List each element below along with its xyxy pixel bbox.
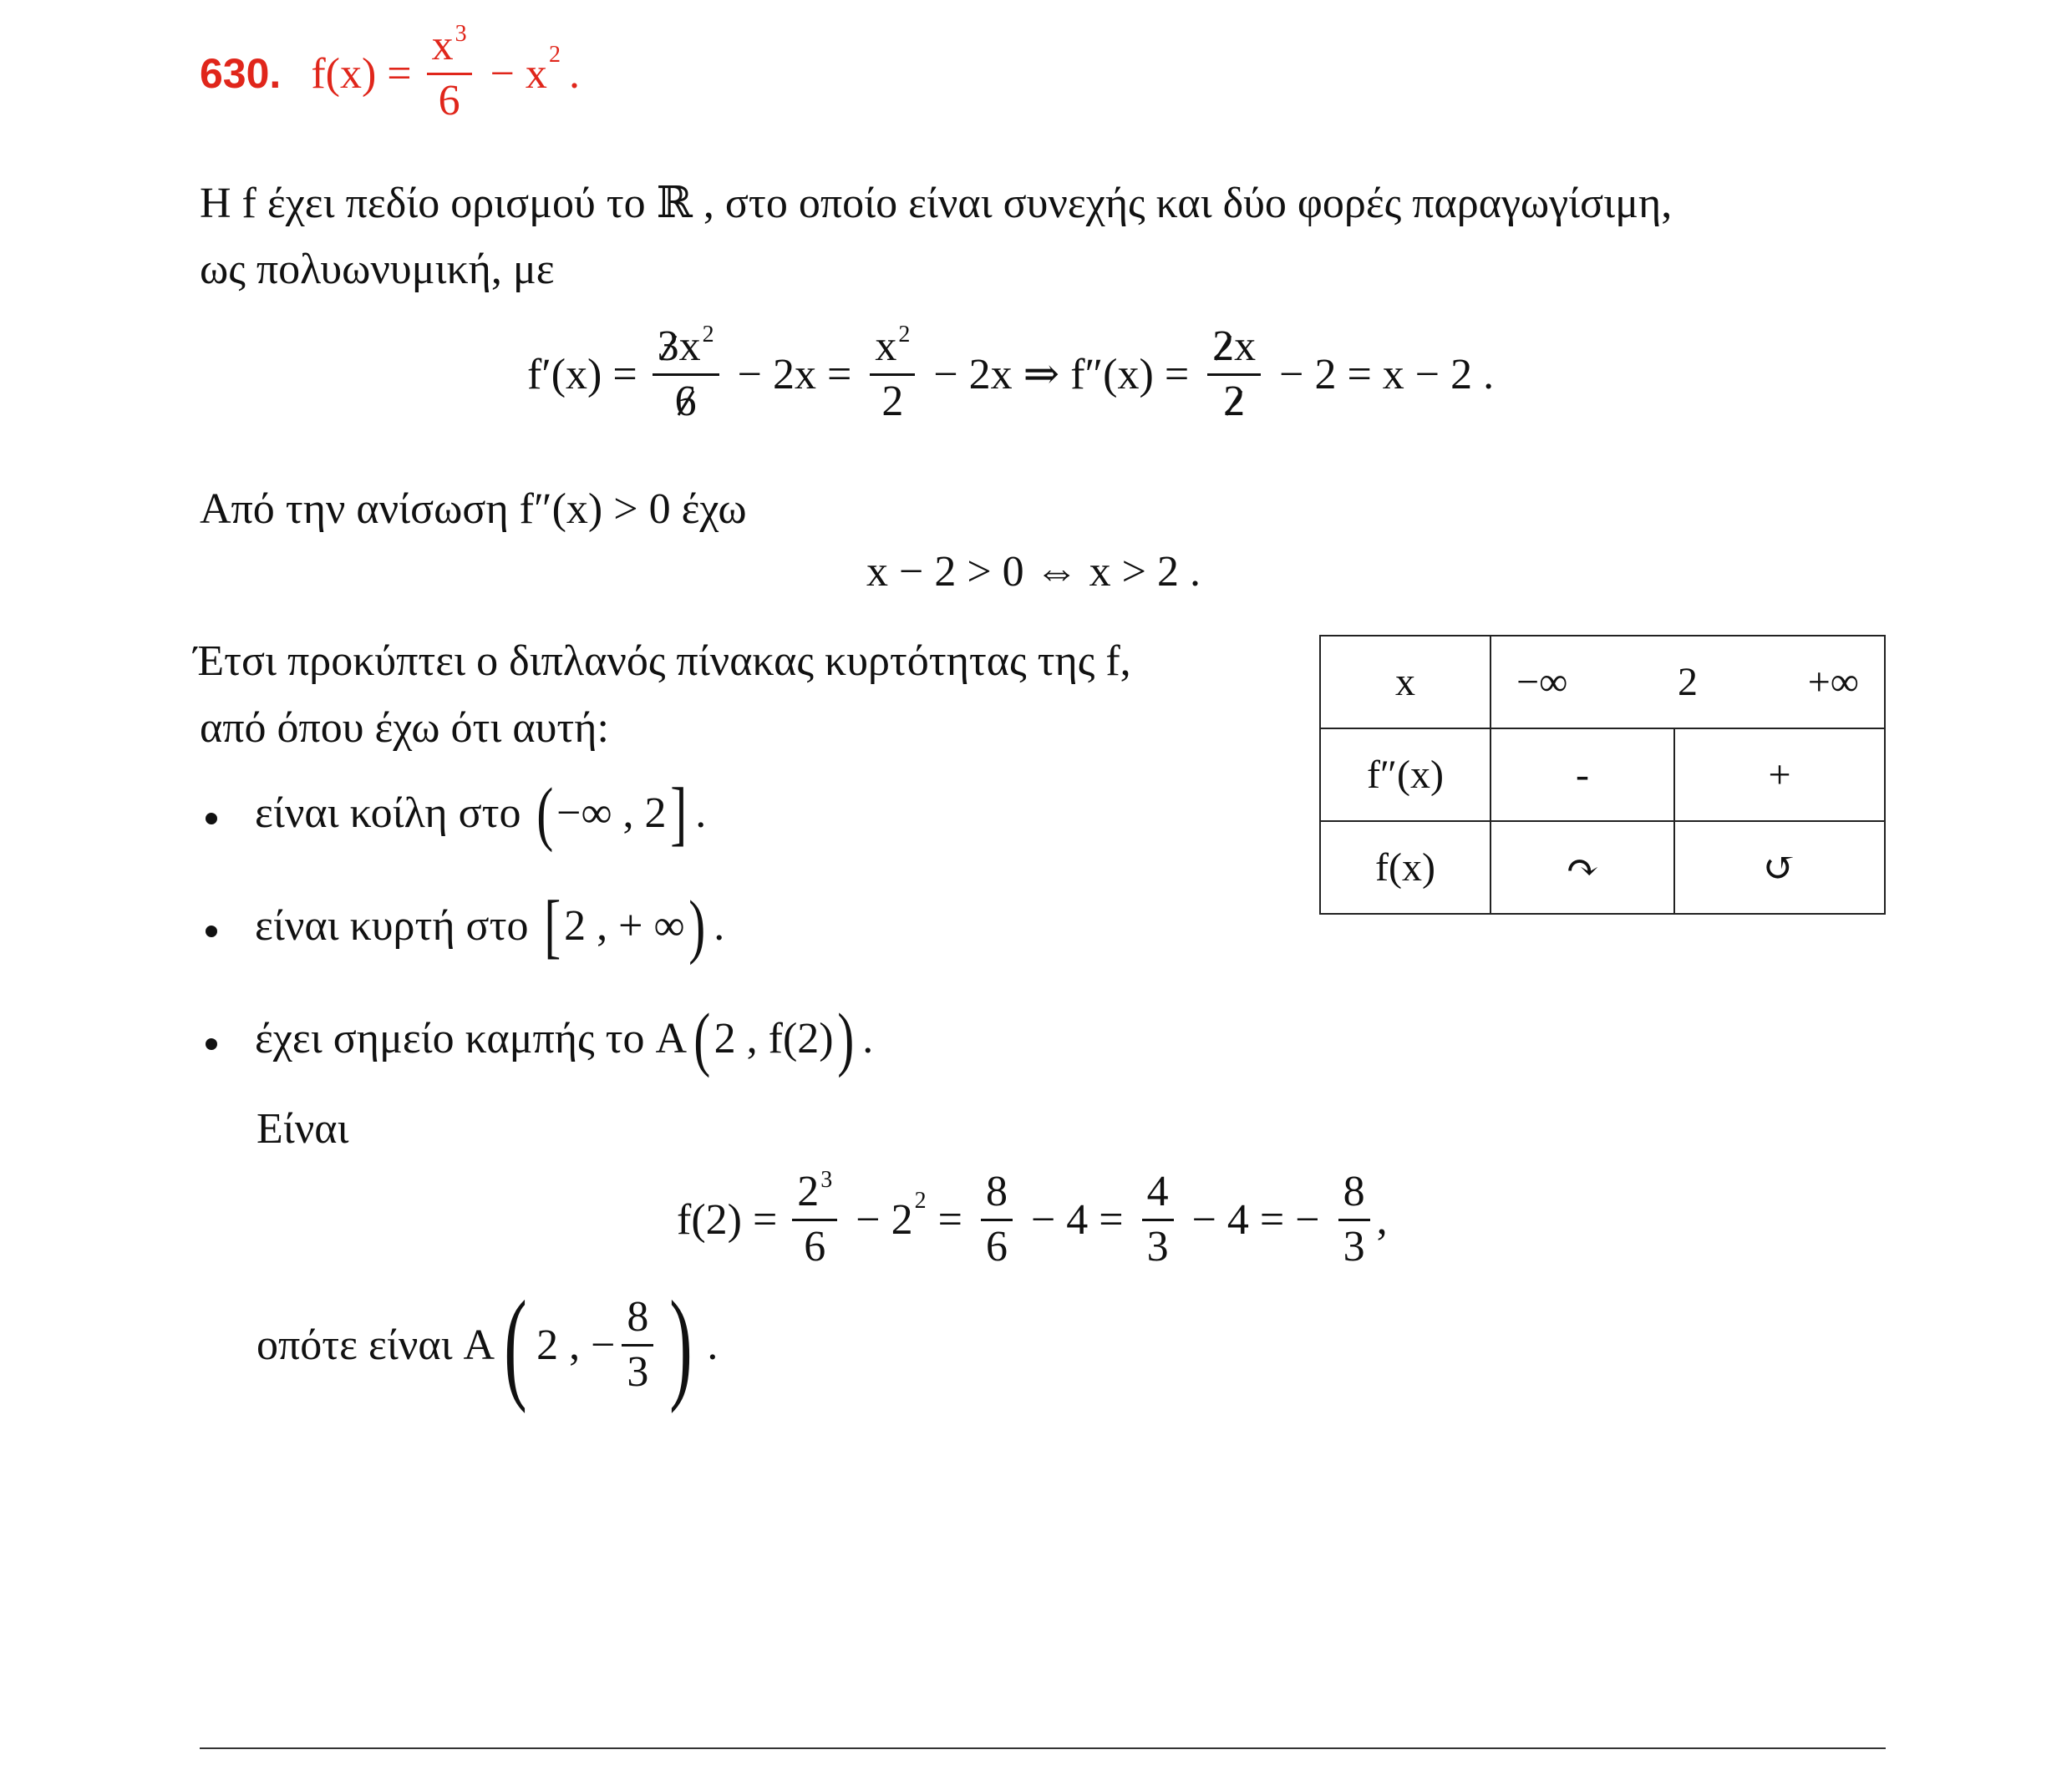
problem-minus-exp: 2 xyxy=(548,42,561,68)
derivative-frac1 xyxy=(653,324,719,424)
bullet-dot-text: . xyxy=(695,789,707,837)
table-intro-line1: Έτσι προκύπτει ο διπλανός πίνακας κυρτότητας της f, xyxy=(194,637,1131,685)
conclusion-den: 3 xyxy=(627,1347,649,1396)
convexity-table xyxy=(1319,635,1886,915)
eval-frac3 xyxy=(1142,1169,1174,1270)
bullet-convex-text: είναι κυρτή στο xyxy=(255,901,529,950)
problem-num: x xyxy=(431,22,454,69)
derivative-tail: − 2 = x − 2 . xyxy=(1279,350,1495,398)
cancel-2-den: 2 xyxy=(1223,377,1246,425)
derivative-frac2-x: x xyxy=(875,322,897,370)
eval-eq1: = xyxy=(937,1195,962,1244)
eval-lhs: f(2) = xyxy=(677,1195,778,1244)
derivative-mid2: − 2x ⇒ f″(x) = xyxy=(933,351,1190,399)
close-paren: ) xyxy=(688,885,705,966)
close-bracket: ] xyxy=(669,773,687,853)
eval-frac2 xyxy=(981,1169,1013,1270)
table-x-label: x xyxy=(1320,636,1491,728)
problem-minus: − x xyxy=(490,49,547,98)
bullet-dot xyxy=(206,926,217,937)
table-f2-label: f″(x) xyxy=(1320,728,1491,821)
eval-minus-2-exp: 2 xyxy=(914,1188,927,1215)
bullet-convex xyxy=(255,885,725,966)
cancel-6: 6 xyxy=(674,377,697,425)
table-row-x xyxy=(1320,636,1885,728)
cancel-3: 3 xyxy=(657,322,679,370)
eval-frac3-num: 4 xyxy=(1142,1169,1174,1221)
eval-frac1-den: 6 xyxy=(804,1222,826,1270)
bullet-concave xyxy=(255,773,707,853)
bullet-convex-interval: 2 , + ∞ xyxy=(564,901,685,950)
open-bracket: [ xyxy=(543,885,561,966)
inequality-text: Από την ανίσωση f″(x) > 0 έχω xyxy=(200,485,747,533)
bullet-dot-text: . xyxy=(862,1014,874,1063)
problem-header xyxy=(200,23,580,124)
bullet-inflection-point: 2 , f(2) xyxy=(714,1014,834,1063)
einai-label: Είναι xyxy=(256,1105,349,1153)
problem-num-exp: 3 xyxy=(455,21,467,47)
bullet-concave-text: είναι κοίλη στο xyxy=(255,789,521,837)
cancel-2-num: 2 xyxy=(1212,322,1235,370)
open-paren: ( xyxy=(504,1276,527,1414)
eval-frac4-num: 8 xyxy=(1338,1169,1370,1221)
footer-rule xyxy=(200,1747,1886,1749)
eval-frac4 xyxy=(1338,1169,1370,1270)
table-intro-line2: από όπου έχω ότι αυτή: xyxy=(200,704,609,752)
x-two: 2 xyxy=(1678,660,1698,704)
conclusion-inner: 2 , − xyxy=(536,1321,616,1369)
bullet-inflection-text: έχει σημείο καμπής το A xyxy=(255,1014,688,1063)
table-f2-sign-pos: + xyxy=(1674,728,1885,821)
x-neg-inf: −∞ xyxy=(1516,660,1568,704)
eval-frac1 xyxy=(792,1169,837,1270)
eval-minus-4a: − 4 = xyxy=(1030,1195,1124,1244)
intro-line1: Η f έχει πεδίο ορισμού το ℝ , στο οποίο είναι συνεχής και δύο φορές παραγωγίσιμη, xyxy=(200,180,1673,227)
conclusion-dot: . xyxy=(707,1321,719,1369)
open-paren: ( xyxy=(536,773,553,853)
open-paren: ( xyxy=(693,998,711,1078)
table-f-label: f(x) xyxy=(1320,821,1491,914)
derivative-frac3 xyxy=(1207,324,1261,424)
eval-equation xyxy=(677,1169,1388,1270)
eval-frac3-den: 3 xyxy=(1146,1222,1169,1270)
convex-arrow-icon: ↺ xyxy=(1674,821,1885,914)
derivative-frac1-exp: 2 xyxy=(702,322,714,347)
eval-frac1-exp: 3 xyxy=(820,1167,833,1193)
derivative-frac2-den: 2 xyxy=(881,377,904,425)
eval-frac2-den: 6 xyxy=(985,1222,1008,1270)
table-x-values xyxy=(1491,636,1885,728)
table-row-f xyxy=(1320,821,1885,914)
derivative-mid1: − 2x = xyxy=(737,350,852,398)
eval-frac4-den: 3 xyxy=(1343,1222,1365,1270)
close-paren: ) xyxy=(669,1276,693,1414)
problem-fraction xyxy=(427,23,472,124)
bullet-dot xyxy=(206,813,217,824)
derivative-frac2-exp: 2 xyxy=(898,322,911,347)
problem-den: 6 xyxy=(438,76,460,124)
conclusion-text: οπότε είναι A xyxy=(256,1321,495,1369)
bullet-dot-text: . xyxy=(714,901,725,950)
bullet-inflection xyxy=(255,998,874,1078)
problem-fx: f(x) = xyxy=(311,49,412,98)
problem-end: . xyxy=(568,49,580,98)
conclusion-num: 8 xyxy=(622,1295,653,1347)
concave-arrow-icon: ↷ xyxy=(1491,821,1674,914)
eval-frac2-num: 8 xyxy=(981,1169,1013,1221)
conclusion xyxy=(256,1276,719,1414)
table-row-f2 xyxy=(1320,728,1885,821)
eval-minus-4b: − 4 = − xyxy=(1191,1195,1320,1244)
problem-number: 630. xyxy=(200,50,282,98)
close-paren: ) xyxy=(836,998,854,1078)
derivative-frac1-x: x xyxy=(678,322,701,370)
derivative-lhs: f′(x) = xyxy=(527,350,637,398)
eval-frac1-base: 2 xyxy=(797,1168,820,1215)
derivative-equation xyxy=(527,324,1506,424)
eval-comma: , xyxy=(1376,1195,1388,1244)
intro-line2: ως πολυωνυμική, με xyxy=(200,246,555,293)
conclusion-frac xyxy=(622,1292,653,1396)
table-f2-sign-neg: - xyxy=(1491,728,1674,821)
x-pos-inf: +∞ xyxy=(1807,660,1859,704)
derivative-frac2 xyxy=(870,324,915,424)
eval-minus-2: − 2 xyxy=(856,1195,913,1244)
inequality-result: x − 2 > 0 ⇔ x > 2 . xyxy=(866,548,1201,596)
derivative-frac3-x: x xyxy=(1234,322,1257,370)
bullet-dot xyxy=(206,1038,217,1050)
bullet-concave-interval: −∞ , 2 xyxy=(556,789,667,837)
